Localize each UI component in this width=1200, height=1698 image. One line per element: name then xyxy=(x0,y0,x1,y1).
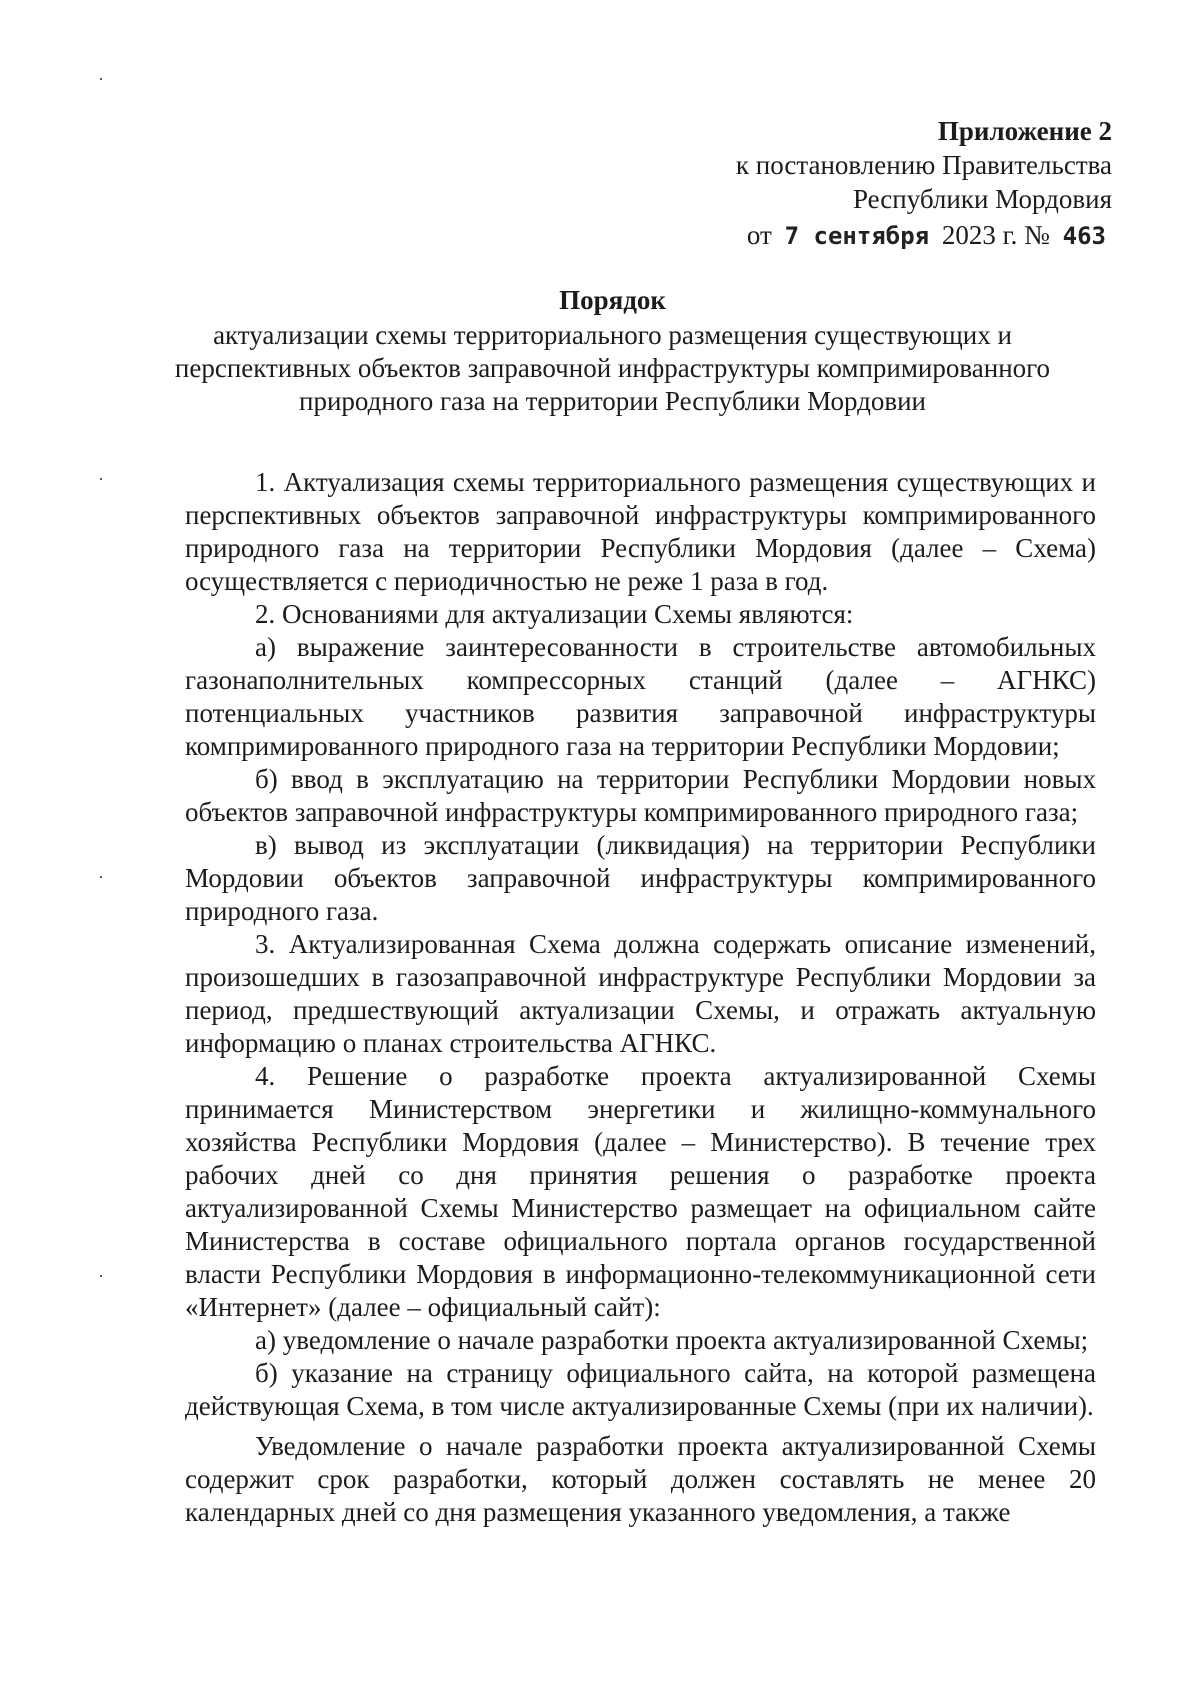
paragraph: 2. Основаниями для актуализации Схемы являются: xyxy=(255,599,854,629)
number-stamp: 463 xyxy=(1062,222,1106,250)
paragraph: б) ввод в эксплуатацию на территории Республики Мордовии новых объектов заправочной инфраструктуры компримированного природного газа; xyxy=(185,764,1096,827)
scan-speck xyxy=(100,78,102,80)
year-text: 2023 г. № xyxy=(941,220,1050,250)
paragraph: 3. Актуализированная Схема должна содержать описание изменений, произошедших в газозаправочной инфраструктуре Республики Мордовии за период, предшествующий актуализации Схемы, и отражать актуальную информацию о планах строительства АГНКС. xyxy=(185,929,1096,1058)
paragraph: а) уведомление о начале разработки проекта актуализированной Схемы; xyxy=(255,1325,1089,1355)
scan-speck xyxy=(100,876,102,878)
paragraph: б) указание на страницу официального сайта, на которой размещена действующая Схема, в том числе актуализированные Схемы (при их наличии). xyxy=(185,1358,1096,1421)
appendix-line-2: Республики Мордовия xyxy=(852,184,1112,214)
paragraph: 1. Актуализация схемы территориального размещения существующих и перспективных объектов заправочной инфраструктуры компримированного природного газа на территории Республики Мордовия (далее – Схема) осуществляется с периодичностью не реже 1 раза в год. xyxy=(185,467,1096,596)
scan-speck xyxy=(100,478,102,480)
document-heading xyxy=(130,284,1095,418)
document-body xyxy=(185,466,1096,1529)
paragraph: 4. Решение о разработке проекта актуализированной Схемы принимается Министерством энергетики и жилищно-коммунального хозяйства Республики Мордовия (далее – Министерство). В течение трех рабочих дней со дня принятия решения о разработке проекта актуализированной Схемы Министерство размещает на официальном сайте Министерства в составе официального портала органов государственной власти Республики Мордовия в информационно-телекоммуникационной сети «Интернет» (далее – официальный сайт): xyxy=(185,1061,1096,1322)
appendix-date-line xyxy=(736,218,1112,253)
scan-speck xyxy=(100,1275,102,1277)
date-prefix: от xyxy=(746,220,772,250)
appendix-line-1: к постановлению Правительства xyxy=(735,150,1112,180)
paragraph: в) вывод из эксплуатации (ликвидация) на территории Республики Мордовии объектов заправочной инфраструктуры компримированного природного газа. xyxy=(185,830,1096,926)
document-subtitle: актуализации схемы территориального размещения существующих и перспективных объектов заправочной инфраструктуры компримированного природного газа на территории Республики Мордовии xyxy=(174,320,1051,416)
appendix-title: Приложение 2 xyxy=(937,116,1112,146)
date-stamp: 7 сентября xyxy=(784,222,930,250)
appendix-block xyxy=(736,114,1112,253)
paragraph: Уведомление о начале разработки проекта актуализированной Схемы содержит срок разработки, который должен составлять не менее 20 календарных дней со дня размещения указанного уведомления, а также xyxy=(185,1431,1096,1527)
paragraph: а) выражение заинтересованности в строительстве автомобильных газонаполнительных компрессорных станций (далее – АГНКС) потенциальных участников развития заправочной инфраструктуры компримированного природного газа на территории Республики Мордовии; xyxy=(185,632,1096,761)
document-title: Порядок xyxy=(559,285,666,315)
